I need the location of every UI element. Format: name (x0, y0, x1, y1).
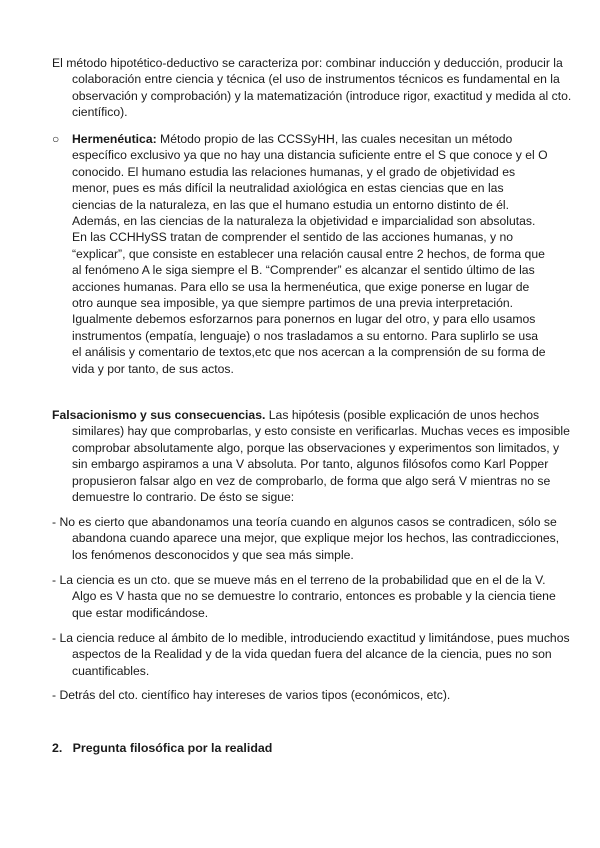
falsacionismo-text: Las hipótesis (posible explicación de unos hechos similares) hay que comprobarlas, y esto consiste en verificarlas. Muchas veces es imposible comprobar absolutamente algo, porque las observaciones y experimentos son limitados, y sin embargo aspiramos a una V absoluta. Por tanto, algunos filósofos como Karl Popper propusieron falsar algo en vez de comprobarlo, de forma que algo será V mientras no se demuestre lo contrario. De ésto se sigue: (72, 408, 570, 505)
falsacionismo-paragraph (52, 407, 572, 505)
consequence-item-3: - La ciencia reduce al ámbito de lo medible, introduciendo exactitud y limitándose, pues muchos aspectos de la Realidad y de la vida quedan fuera del alcance de la ciencia, pues no son cuantificables. (52, 631, 570, 678)
falsacionismo-term: Falsacionismo y sus consecuencias. (52, 408, 266, 422)
section-heading (52, 740, 272, 756)
hermeneutica-body (72, 131, 548, 377)
consequence-item-4: - Detrás del cto. científico hay intereses de varios tipos (económicos, etc). (52, 688, 451, 702)
hermeneutica-item (52, 131, 552, 377)
section-title: Pregunta filosófica por la realidad (72, 741, 273, 755)
consequence-item-2: - La ciencia es un cto. que se mueve más en el terreno de la probabilidad que en el de la V. Algo es V hasta que no se demuestre lo contrario, entonces es probable y la ciencia tiene que estar modificándose. (52, 573, 556, 620)
intro-paragraph: El método hipotético-deductivo se caracteriza por: combinar inducción y deducción, producir la colaboración entre ciencia y técnica (el uso de instrumentos técnicos es fundamental en la observación y comprobación) y la matematización (introduce rigor, exactitud y medida al cto. científico). (52, 56, 572, 120)
section-number: 2. (52, 741, 63, 755)
hermeneutica-term: Hermenéutica: (72, 132, 157, 146)
hollow-bullet-icon: ○ (52, 132, 60, 146)
consequence-item-1: - No es cierto que abandonamos una teoría cuando en algunos casos se contradicen, sólo se abandona cuando aparece una mejor, que explique mejor los hechos, las contradicciones, los fenómenos desconocidos y que sea más simple. (52, 515, 560, 562)
hermeneutica-text: Método propio de las CCSSyHH, las cuales necesitan un método específico exclusivo ya que no hay una distancia suficiente entre el S que conoce y el O conocido. El humano estudia las relaciones humanas, y el grado de objetividad es menor, pues es más difícil la neutralidad axiológica en estas ciencias que en las ciencias de la naturaleza, en las que el humano estudia un entorno distinto de él. Además, en las ciencias de la naturaleza la objetividad e imparcialidad son absolutas. En las CCHHySS tratan de comprender el sentido de las acciones humanas, y no “explicar”, que consiste en establecer una relación causal entre 2 hechos, de forma que al fenómeno A le siga siempre el B. “Comprender” es alcanzar el sentido último de las acciones humanas. Para ello se usa la hermenéutica, que exige ponerse en lugar de otro aunque sea imposible, ya que siempre partimos de una previa interpretación. Igualmente debemos esforzarnos para ponernos en lugar del otro, y para ello usamos instrumentos (empatía, lenguaje) o nos trasladamos a su entorno. Para suplirlo se usa el análisis y comentario de textos,etc que nos acercan a la comprensión de su forma de vida y por tanto, de sus actos. (72, 132, 548, 376)
